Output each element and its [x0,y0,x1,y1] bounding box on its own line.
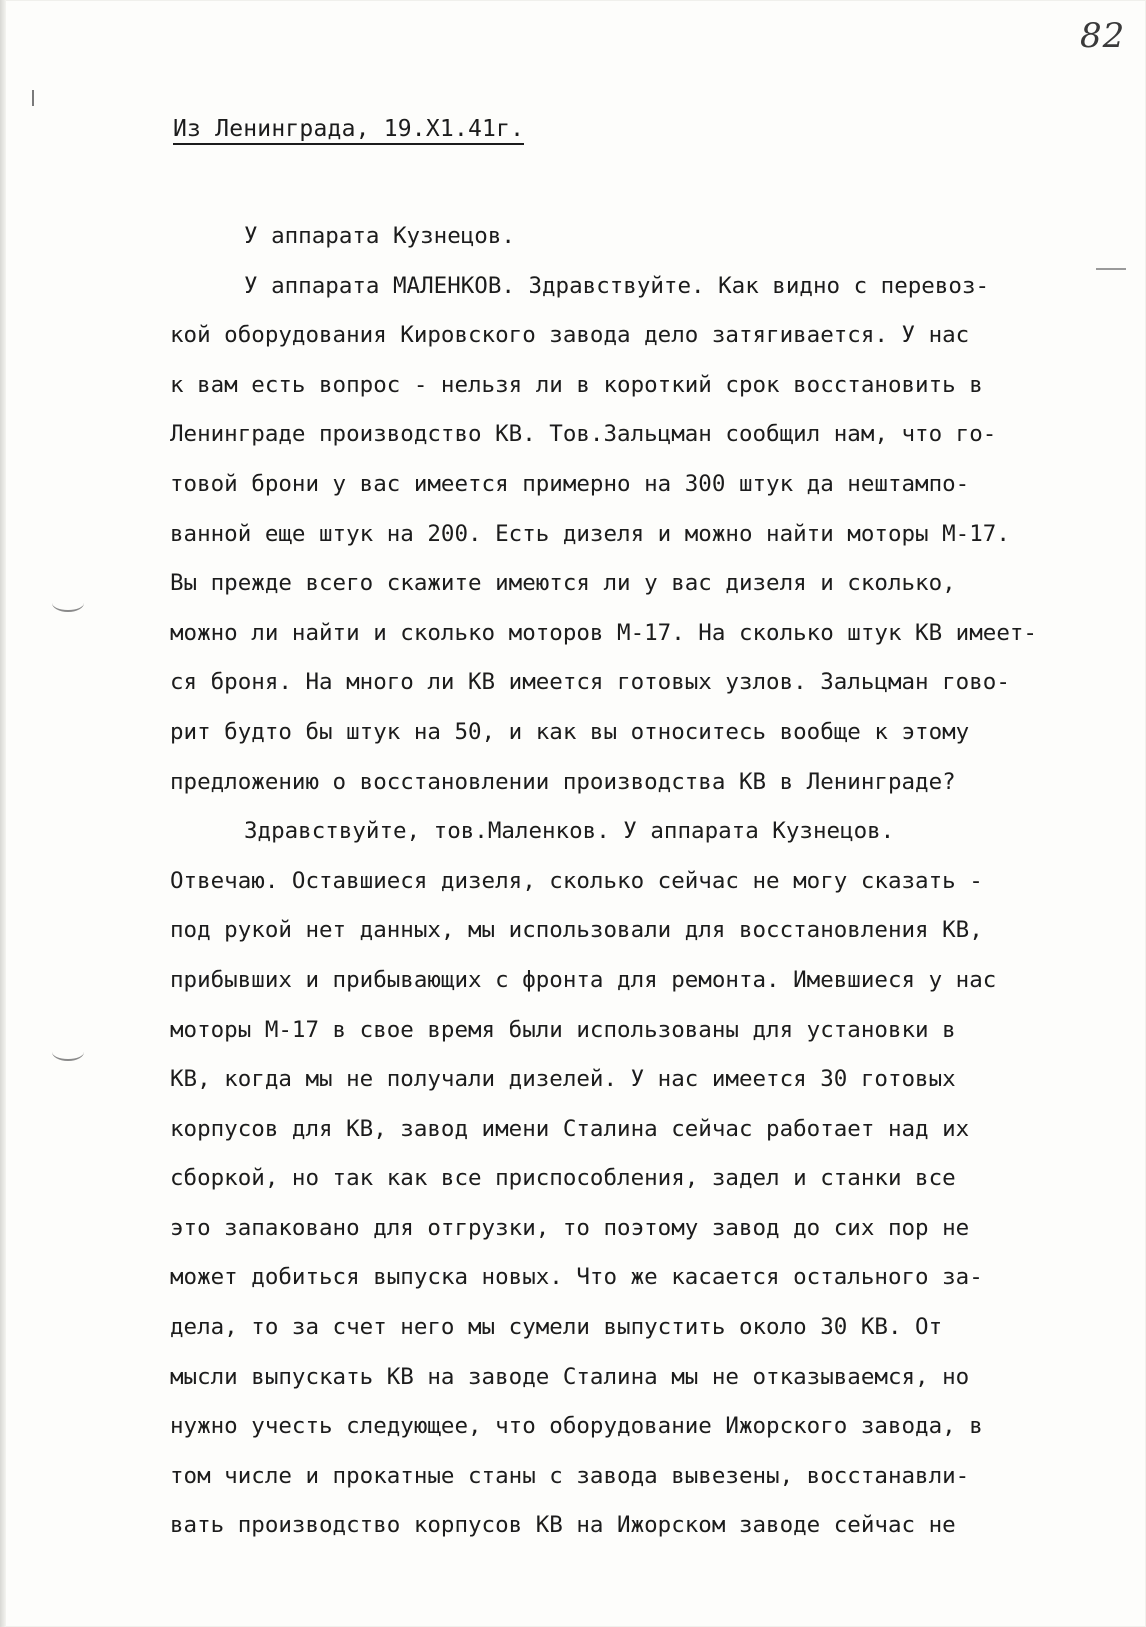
text-line: предложению о восстановлении производства КВ в Ленинграде? [170,768,956,795]
text-line: ванной еще штук на 200. Есть дизеля и можно найти моторы М-17. [170,520,1010,547]
text-line: вать производство корпусов КВ на Ижорском заводе сейчас не [170,1512,956,1539]
text-line: к вам есть вопрос - нельзя ли в короткий срок восстановить в [170,371,983,398]
binder-hole-mark [52,1043,84,1061]
text-line: Вы прежде всего скажите имеются ли у вас дизеля и сколько, [170,570,956,597]
text-line: том числе и прокатные станы с завода вывезены, восстанавли- [170,1462,970,1489]
text-line: ся броня. На много ли КВ имеется готовых узлов. Зальцман гово- [170,669,1010,696]
text-line: под рукой нет данных, мы использовали для восстановления КВ, [170,917,983,944]
text-line: КВ, когда мы не получали дизелей. У нас имеется 30 готовых [170,1066,956,1093]
text-line: товой брони у вас имеется примерно на 300 штук да нештампо- [170,470,970,497]
text-line: кой оборудования Кировского завода дело затягивается. У нас [170,322,970,349]
text-line: можно ли найти и сколько моторов М-17. На сколько штук КВ имеет- [170,619,1037,646]
text-line: дела, то за счет него мы сумели выпустить около 30 КВ. От [170,1314,943,1341]
text-line: Здравствуйте, тов.Маленков. У аппарата Кузнецов. [244,818,895,845]
text-line: Ленинграде производство КВ. Тов.Зальцман сообщил нам, что го- [170,421,997,448]
text-line: нужно учесть следующее, что оборудование Ижорского завода, в [170,1413,983,1440]
text-line: может добиться выпуска новых. Что же касается остального за- [170,1264,983,1291]
handwritten-page-number: 82 [1080,16,1126,56]
page-edge-shadow [0,0,6,1627]
text-line: У аппарата МАЛЕНКОВ. Здравствуйте. Как видно с перевоз- [244,272,990,299]
document-body [170,212,1130,1551]
binder-hole-mark [52,594,84,612]
text-line: прибывших и прибывающих с фронта для ремонта. Имевшиеся у нас [170,966,997,993]
text-line: это запаковано для отгрузки, то поэтому завод до сих пор не [170,1214,970,1241]
text-line: рит будто бы штук на 50, и как вы относитесь вообще к этому [170,718,970,745]
text-line: корпусов для КВ, завод имени Сталина сейчас работает над их [170,1115,970,1142]
margin-tick-mark [32,90,34,106]
text-line: сборкой, но так как все приспособления, задел и станки все [170,1165,956,1192]
text-line: Отвечаю. Оставшиеся дизеля, сколько сейчас не могу сказать - [170,867,983,894]
text-line: У аппарата Кузнецов. [244,223,515,249]
document-heading: Из Ленинграда, 19.Х1.41г. [173,116,524,145]
text-line: моторы М-17 в свое время были использованы для установки в [170,1016,956,1043]
text-line: мысли выпускать КВ на заводе Сталина мы не отказываемся, но [170,1363,970,1390]
